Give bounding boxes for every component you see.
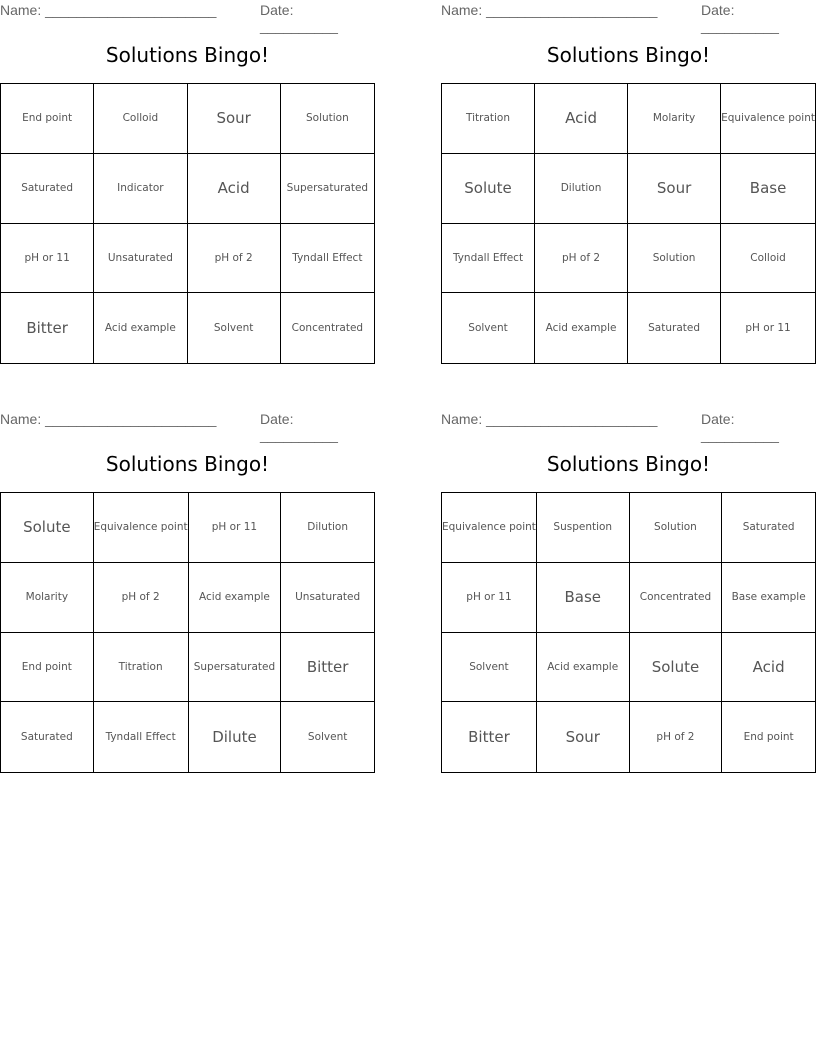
bingo-cell: Concentrated	[291, 322, 364, 335]
date-field: Date: __________	[701, 2, 779, 34]
date-field: Date: __________	[260, 2, 338, 34]
name-field: Name: ______________________	[0, 2, 217, 18]
bingo-cell: Base example	[722, 563, 815, 633]
bingo-cell: Supersaturated	[189, 633, 282, 703]
bingo-cell: Acid example	[94, 293, 187, 363]
bingo-cell: Solution	[628, 224, 721, 294]
bingo-cell: pH or 11	[1, 224, 94, 294]
bingo-cell: pH or 11	[745, 322, 791, 335]
bingo-cell: End point	[743, 731, 794, 744]
bingo-cell: pH or 11	[189, 493, 282, 563]
name-field: Name: ______________________	[0, 411, 217, 427]
bingo-cell: Saturated	[1, 154, 94, 224]
header-fields	[0, 411, 375, 443]
bingo-cell: Saturated	[722, 493, 815, 563]
card-title: Solutions Bingo!	[546, 452, 711, 476]
bingo-cell: Equivalence point	[442, 493, 537, 563]
bingo-cell: Bitter	[281, 633, 374, 703]
bingo-cell: Unsaturated	[94, 224, 187, 294]
bingo-cell: Base	[537, 563, 630, 633]
header-fields	[0, 2, 375, 34]
bingo-cell: Solvent	[442, 293, 535, 363]
bingo-cell: Tyndall Effect	[442, 224, 535, 294]
bingo-cell: Solute	[630, 633, 723, 703]
name-field: Name: ______________________	[441, 2, 658, 18]
bingo-cell: Indicator	[94, 154, 187, 224]
bingo-cell: Acid example	[537, 633, 630, 703]
card-title: Solutions Bingo!	[546, 43, 711, 67]
bingo-cell: Acid example	[535, 293, 628, 363]
card-title: Solutions Bingo!	[105, 452, 270, 476]
bingo-cell: Solution	[281, 84, 374, 154]
bingo-cell: Acid example	[189, 563, 282, 633]
bingo-cell: Acid	[722, 633, 815, 703]
bingo-cell: End point	[1, 84, 94, 154]
header-fields	[441, 411, 816, 443]
bingo-cell: Bitter	[1, 293, 94, 363]
bingo-cell: Solvent	[188, 293, 281, 363]
bingo-cell: Solution	[630, 493, 723, 563]
bingo-cell: Sour	[628, 154, 721, 224]
bingo-cell: Concentrated	[630, 563, 723, 633]
bingo-cell: Acid	[188, 154, 281, 224]
bingo-cell: Dilute	[189, 702, 282, 772]
bingo-cell: Acid	[535, 84, 628, 154]
card-title: Solutions Bingo!	[105, 43, 270, 67]
bingo-cell: Unsaturated	[281, 563, 374, 633]
bingo-cell: Equivalence point	[721, 84, 815, 154]
bingo-cell: Sour	[537, 702, 630, 772]
bingo-cell: Solvent	[442, 633, 537, 703]
bingo-cell: Solute	[1, 493, 94, 563]
bingo-cell: Dilution	[281, 493, 374, 563]
bingo-cell: Colloid	[94, 84, 187, 154]
bingo-grid	[0, 492, 375, 773]
bingo-cell: Titration	[442, 84, 535, 154]
date-field: Date: __________	[701, 411, 779, 443]
bingo-cell: pH or 11	[442, 563, 537, 633]
bingo-cell: Saturated	[1, 702, 94, 772]
bingo-cell: Tyndall Effect	[281, 224, 374, 294]
bingo-cell: pH of 2	[188, 224, 281, 294]
bingo-cell: pH of 2	[94, 563, 189, 633]
bingo-cell: Dilution	[535, 154, 628, 224]
bingo-cell: Solute	[442, 154, 535, 224]
bingo-cell: Molarity	[628, 84, 721, 154]
bingo-cell: Titration	[94, 633, 189, 703]
bingo-cell: Molarity	[1, 563, 94, 633]
bingo-grid	[0, 83, 375, 364]
bingo-cell: End point	[1, 633, 94, 703]
bingo-cell: Tyndall Effect	[94, 702, 189, 772]
bingo-cell: Base	[721, 154, 815, 224]
name-field: Name: ______________________	[441, 411, 658, 427]
bingo-cell: pH of 2	[535, 224, 628, 294]
bingo-cell: Supersaturated	[281, 154, 374, 224]
date-field: Date: __________	[260, 411, 338, 443]
bingo-grid	[441, 83, 816, 364]
bingo-cell: Bitter	[442, 702, 537, 772]
bingo-cell: Colloid	[721, 224, 815, 294]
bingo-cell: Saturated	[628, 293, 721, 363]
bingo-cell: Sour	[188, 84, 281, 154]
bingo-cell: Suspention	[537, 493, 630, 563]
header-fields	[441, 2, 816, 34]
bingo-cell: pH of 2	[630, 702, 723, 772]
bingo-cell: Equivalence point	[94, 493, 189, 563]
bingo-grid	[441, 492, 816, 773]
bingo-cell: Solvent	[307, 731, 348, 744]
